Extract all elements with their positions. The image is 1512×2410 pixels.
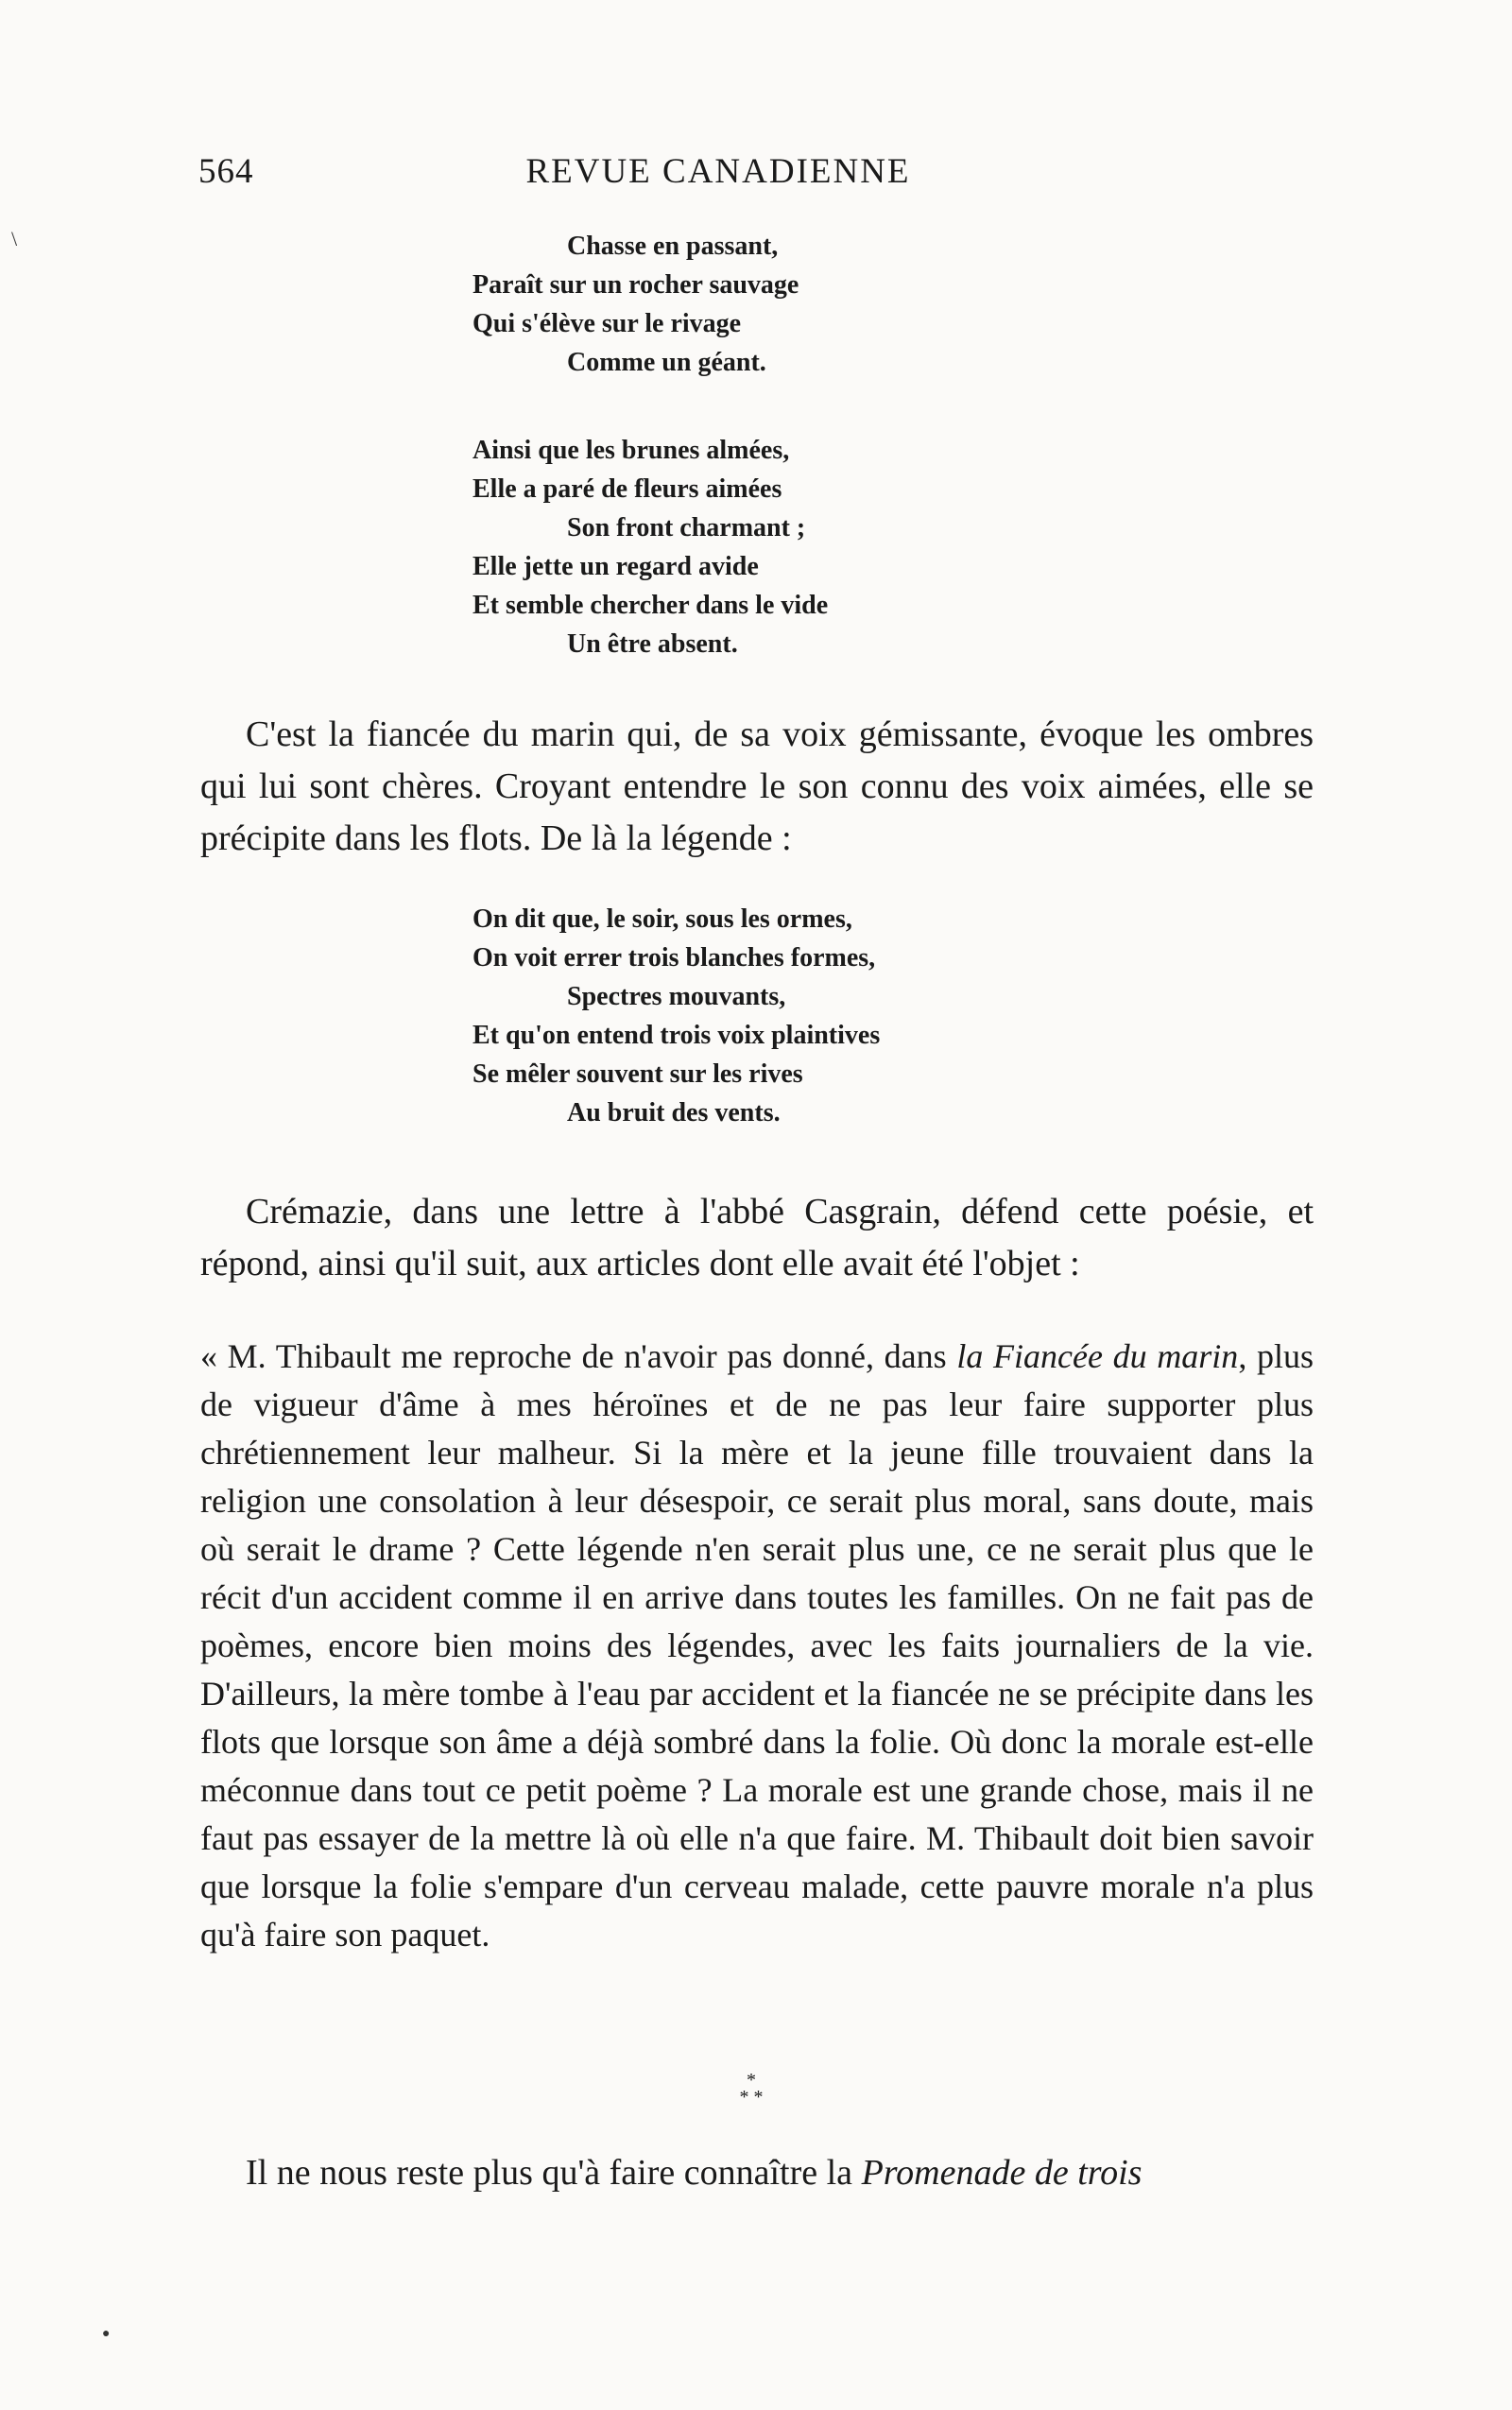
work-title: Promenade de trois (861, 2153, 1143, 2193)
verse-line: Elle jette un regard avide (472, 552, 759, 581)
quote-text (200, 1333, 1314, 1959)
verse-line: Et semble chercher dans le vide (472, 591, 829, 620)
paragraph-1 (200, 709, 1314, 865)
asterism-glyphs: * * * (739, 2070, 764, 2108)
asterism (728, 2072, 775, 2119)
paragraph-2 (200, 1186, 1314, 1290)
verse-line: Un être absent. (567, 629, 738, 659)
quote-text-end: , plus de vigueur d'âme à mes héroïnes et de ne pas leur faire supporter plus chrétiennement leur malheur. Si la mère et la jeune fille trouvaient dans la religion une consolation à leur désespoir, ce serait plus moral, sans doute, mais où serait le drame ? Cette légende n'en serait plus une, ce ne serait plus que le récit d'un accident comme il en arrive dans toutes les familles. On ne fait pas de poèmes, encore bien moins des légendes, avec les faits journaliers de la vie. D'ailleurs, la mère tombe à l'eau par accident et la fiancée ne se précipite dans les flots que lorsque son âme a déjà sombré dans la folie. Où donc la morale est-elle méconnue dans tout ce petit poème ? La morale est une grande chose, mais il ne faut pas essayer de la mettre là où elle n'a que faire. M. Thibault doit bien savoir que lorsque la folie s'empare d'un cerveau malade, cette pauvre morale n'a plus qu'à faire son paquet. (200, 1337, 1314, 1954)
verse-line: Au bruit des vents. (567, 1098, 781, 1128)
verse-stanza-1 (472, 227, 799, 382)
verse-line: Chasse en passant, (567, 232, 779, 261)
verse-line: Paraît sur un rocher sauvage (472, 270, 799, 300)
verse-stanza-3 (472, 900, 880, 1132)
margin-mark: \ (11, 227, 18, 250)
page-header (198, 151, 1314, 198)
verse-line: Comme un géant. (567, 348, 766, 377)
verse-line: Ainsi que les brunes almées, (472, 436, 790, 465)
quoted-letter (200, 1333, 1314, 1959)
verse-line: On dit que, le soir, sous les ormes, (472, 904, 852, 934)
running-title: REVUE CANADIENNE (525, 152, 911, 191)
verse-line: On voit errer trois blanches formes, (472, 943, 876, 973)
verse-line: Se mêler souvent sur les rives (472, 1059, 803, 1089)
work-title: la Fiancée du marin (956, 1337, 1239, 1375)
verse-line: Qui s'élève sur le rivage (472, 309, 742, 338)
verse-line: Elle a paré de fleurs aimées (472, 474, 782, 504)
verse-line: Spectres mouvants, (567, 982, 786, 1011)
paragraph-3 (200, 2147, 1314, 2199)
quote-text-start: « M. Thibault me reproche de n'avoir pas donné, dans (200, 1337, 957, 1375)
margin-dot: ● (102, 2327, 111, 2341)
page-number: 564 (198, 152, 254, 191)
verse-line: Son front charmant ; (567, 513, 806, 542)
paragraph-text: C'est la fiancée du marin qui, de sa voix gémissante, évoque les ombres qui lui sont chères. Croyant entendre le son connu des voix aimées, elle se précipite dans les flots. De là la légende : (200, 714, 1314, 858)
verse-line: Et qu'on entend trois voix plaintives (472, 1021, 881, 1050)
verse-stanza-2 (472, 431, 828, 663)
paragraph-text (200, 2147, 1314, 2199)
paragraph-text-start: Il ne nous reste plus qu'à faire connaître la (246, 2153, 862, 2193)
paragraph-text: Crémazie, dans une lettre à l'abbé Casgrain, défend cette poésie, et répond, ainsi qu'il suit, aux articles dont elle avait été l'objet : (200, 1192, 1314, 1283)
